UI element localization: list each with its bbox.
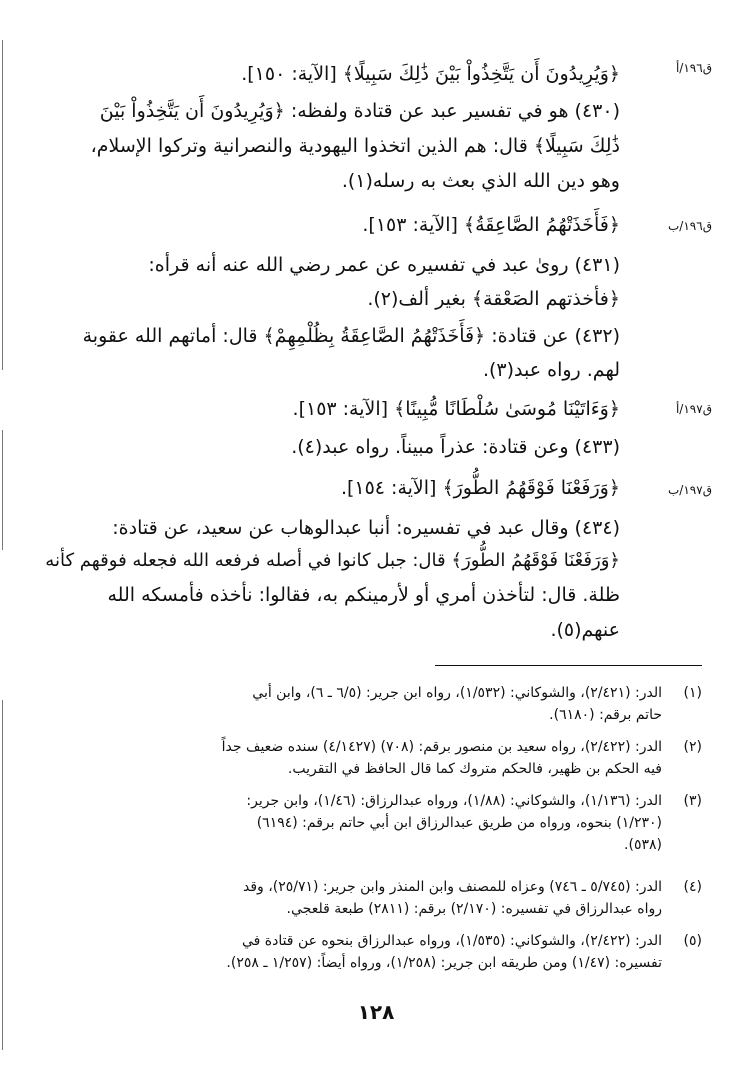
footnote-separator	[435, 665, 702, 666]
footnote-line: فيه الحكم بن ظهير، فالحكم متروك كما قال الحافظ في التقريب.	[287, 761, 662, 777]
verse-heading-153b: ﴿وَءَاتَيْنَا مُوسَىٰ سُلْطَانًا مُّبِينًا﴾ [الآية: ١٥٣].	[292, 398, 620, 420]
scan-edge-line	[2, 700, 3, 1050]
narration-434: (٤٣٤) وقال عبد في تفسيره: أنبا عبدالوهاب عن سعيد، عن قتادة:	[112, 517, 620, 539]
text-line: لهم. رواه عبد(٣).	[482, 359, 620, 381]
footnote-5	[40, 931, 702, 975]
text-line: ﴿فأخذتهم الصَعْقة﴾ بغير ألف(٢).	[367, 288, 620, 310]
footnote-marker: (٣)	[683, 793, 702, 809]
footnote-line: تفسيره: (١/٤٧) ومن طريقه ابن جرير: (١/٢٥٨)، ورواه أيضاً: (١/٢٥٧ ـ ٢٥٨).	[226, 955, 662, 971]
footnote-2	[40, 737, 702, 781]
narration-432: (٤٣٢) عن قتادة: ﴿فَأَخَذَتْهُمُ الصَّاعِقَةُ بِظُلْمِهِمْ﴾ قال: أماتهم الله عقوبة	[82, 325, 620, 347]
verse-heading-153: ﴿فَأَخَذَتْهُمُ الصَّاعِقَةُ﴾ [الآية: ١٥٣].	[362, 214, 620, 236]
footnote-line: (٥٣٨).	[624, 837, 662, 853]
margin-ref: ق١٩٦/أ	[675, 61, 712, 75]
footnote-line: الدر: (٢/٤٢٢)، رواه سعيد بن منصور برقم: (٧٠٨) (٤/١٤٢٧) سنده ضعيف جداً	[221, 739, 662, 755]
footnote-line: (١/٢٣٠) بنحوه، ورواه من طريق عبدالرزاق ابن أبي حاتم برقم: (٦١٩٤)	[256, 815, 662, 831]
footnote-marker: (٤)	[683, 879, 702, 895]
footnote-line: الدر: (٢/٤٢٢)، والشوكاني: (١/٥٣٥)، ورواه عبدالرزاق بنحوه عن قتادة في	[241, 933, 662, 949]
text-line: ظلة. قال: لتأخذن أمري أو لأرمينكم به، فقالوا: نأخذه فأمسكه الله	[107, 584, 620, 606]
margin-ref: ق١٩٧/أ	[675, 402, 712, 416]
footnote-marker: (١)	[683, 685, 702, 701]
footnote-4	[40, 877, 702, 921]
footnote-line: حاتم برقم: (٦١٨٠).	[549, 707, 662, 723]
footnote-line: الدر: (٥/٧٤٥ ـ ٧٤٦) وعزاه للمصنف وابن المنذر وابن جرير: (٢٥/٧١)، وقد	[242, 879, 662, 895]
narration-431: (٤٣١) روىٰ عبد في تفسيره عن عمر رضي الله عنه أنه قرأه:	[148, 254, 620, 276]
footnote-line: رواه عبدالرزاق في تفسيره: (٢/١٧٠) برقم: (٢٨١١) طبعة قلعجي.	[286, 901, 662, 917]
text-line: عنهم(٥).	[550, 619, 620, 641]
narration-433: (٤٣٣) وعن قتادة: عذراً مبيناً. رواه عبد(٤).	[291, 436, 620, 458]
scan-edge-line	[2, 40, 3, 370]
footnote-line: الدر: (٢/٤٢١)، والشوكاني: (١/٥٣٢)، رواه ابن جرير: (٦/٥ ـ ٦)، وابن أبي	[252, 685, 662, 701]
footnote-3	[40, 791, 702, 857]
footnote-line: الدر: (١/١٣٦)، والشوكاني: (١/٨٨)، ورواه عبدالرزاق: (١/٤٦)، وابن جرير:	[246, 793, 662, 809]
margin-ref: ق١٩٧/ب	[668, 483, 712, 497]
text-line: ذَٰلِكَ سَبِيلًا﴾ قال: هم الذين اتخذوا اليهودية والنصرانية وتركوا الإسلام،	[90, 135, 620, 157]
scan-edge-line	[2, 430, 3, 550]
footnote-marker: (٢)	[683, 739, 702, 755]
verse-heading-154: ﴿وَرَفَعْنَا فَوْقَهُمُ الطُّورَ﴾ [الآية: ١٥٤].	[340, 477, 620, 499]
text-line: ﴿وَرَفَعْنَا فَوْقَهُمُ الطُّورَ﴾ قال: جبل كانوا في أصله فرفعه الله فجعله فوقهم كأنه	[45, 550, 620, 571]
verse-heading-150: ﴿وَيُرِيدُونَ أَن يَتَّخِذُواْ بَيْنَ ذَٰلِكَ سَبِيلًا﴾ [الآية: ١٥٠].	[241, 63, 620, 85]
margin-ref: ق١٩٦/ب	[668, 219, 712, 233]
text-line: وهو دين الله الذي بعث به رسله(١).	[341, 170, 620, 192]
footnote-1	[40, 683, 702, 727]
narration-430: (٤٣٠) هو في تفسير عبد عن قتادة ولفظه: ﴿وَيُرِيدُونَ أَن يَتَّخِذُواْ بَيْنَ	[99, 100, 620, 122]
footnote-marker: (٥)	[683, 933, 702, 949]
page-number: ١٢٨	[357, 1000, 395, 1024]
